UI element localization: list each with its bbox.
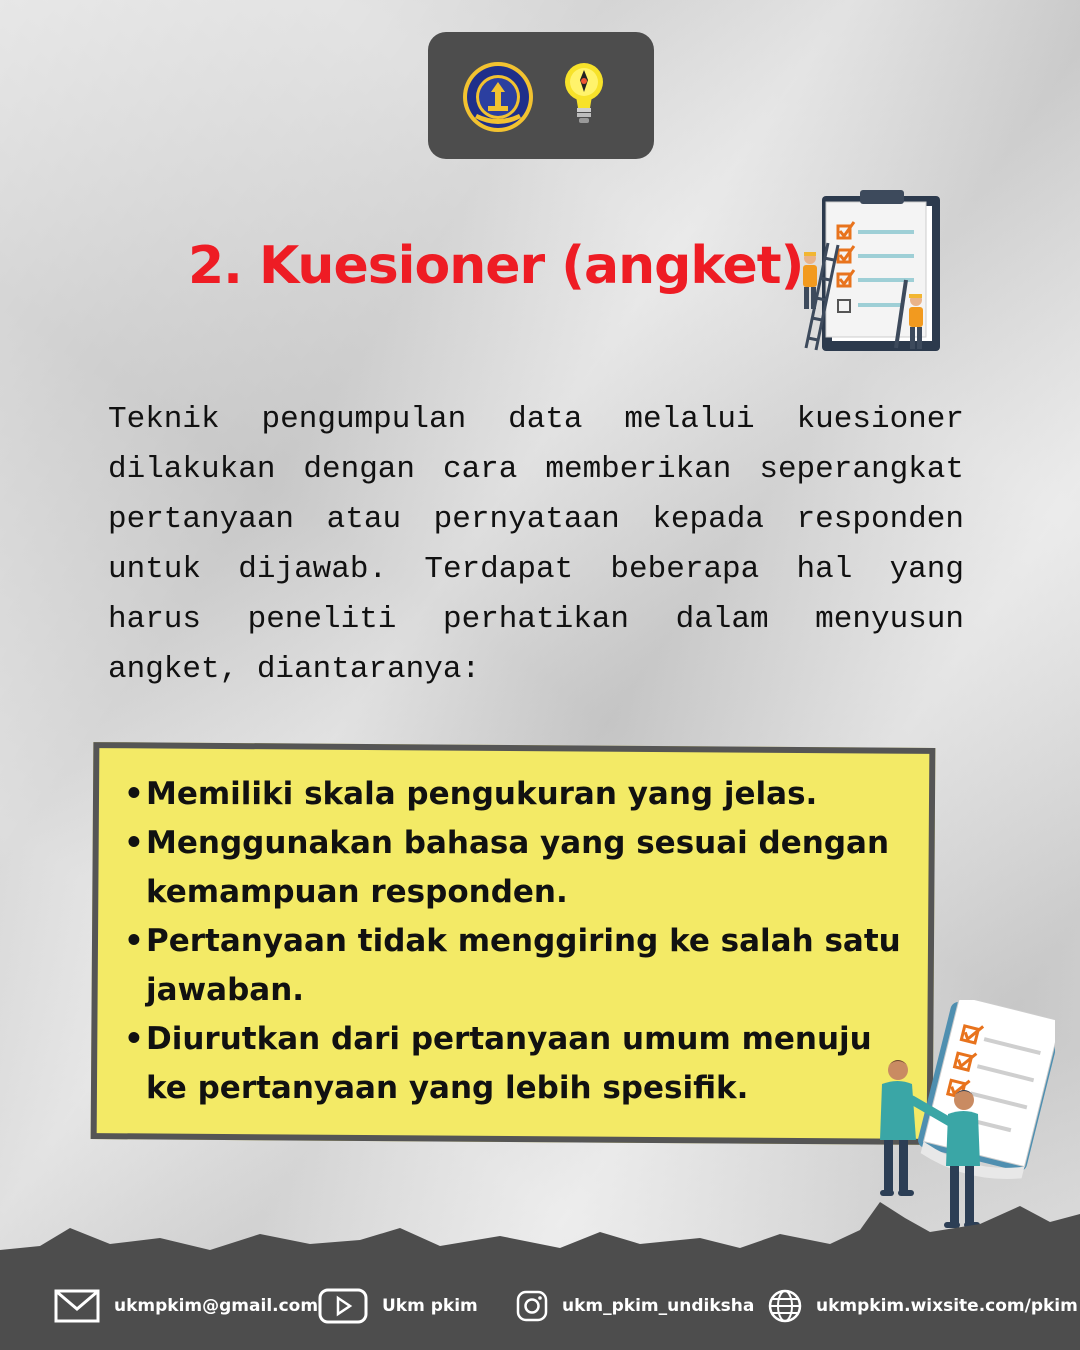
instagram-icon (516, 1290, 548, 1322)
list-item-text: Menggunakan bahasa yang sesuai dengan kemampuan responden. (146, 825, 890, 910)
clipboard-checklist-illustration (792, 188, 948, 356)
footer-email[interactable] (54, 1288, 318, 1324)
university-logo (461, 60, 535, 134)
footer-youtube-text: Ukm pkim (382, 1296, 478, 1316)
page-title: 2. Kuesioner (angket) (188, 236, 804, 296)
intro-paragraph: Teknik pengumpulan data melalui kuesioner dilakukan dengan cara memberikan seperangkat pertanyaan atau pernyataan kepada responden untuk dijawab. Terdapat beberapa hal yang harus peneliti perhatikan dalam menyusun angket, diantaranya: (108, 402, 964, 687)
mail-icon (54, 1289, 100, 1323)
youtube-play-icon (318, 1288, 368, 1324)
list-item-text: Memiliki skala pengukuran yang jelas. (146, 776, 818, 812)
criteria-list (122, 770, 912, 1113)
footer-website[interactable] (768, 1288, 1078, 1324)
list-item-text: Diurutkan dari pertanyaan umum menuju ke pertanyaan yang lebih spesifik. (146, 1021, 872, 1106)
list-item-text: Pertanyaan tidak menggiring ke salah satu jawaban. (146, 923, 901, 1008)
list-item: • Menggunakan bahasa yang sesuai dengan kemampuan responden. (124, 825, 890, 910)
footer-instagram-text: ukm_pkim_undiksha (562, 1296, 755, 1316)
footer-youtube[interactable] (318, 1288, 478, 1324)
footer-website-text: ukmpkim.wixsite.com/pkim (816, 1296, 1078, 1316)
footer-band (0, 1188, 1080, 1350)
lightbulb-logo (562, 62, 606, 132)
footer-email-text: ukmpkim@gmail.com (114, 1296, 319, 1316)
list-item: • Memiliki skala pengukuran yang jelas. (124, 776, 818, 812)
list-item: • Diurutkan dari pertanyaan umum menuju ke pertanyaan yang lebih spesifik. (124, 1021, 872, 1106)
globe-icon (768, 1289, 802, 1323)
logo-header (428, 32, 654, 159)
footer-instagram[interactable] (516, 1288, 754, 1324)
list-item: • Pertanyaan tidak menggiring ke salah satu jawaban. (124, 923, 901, 1008)
